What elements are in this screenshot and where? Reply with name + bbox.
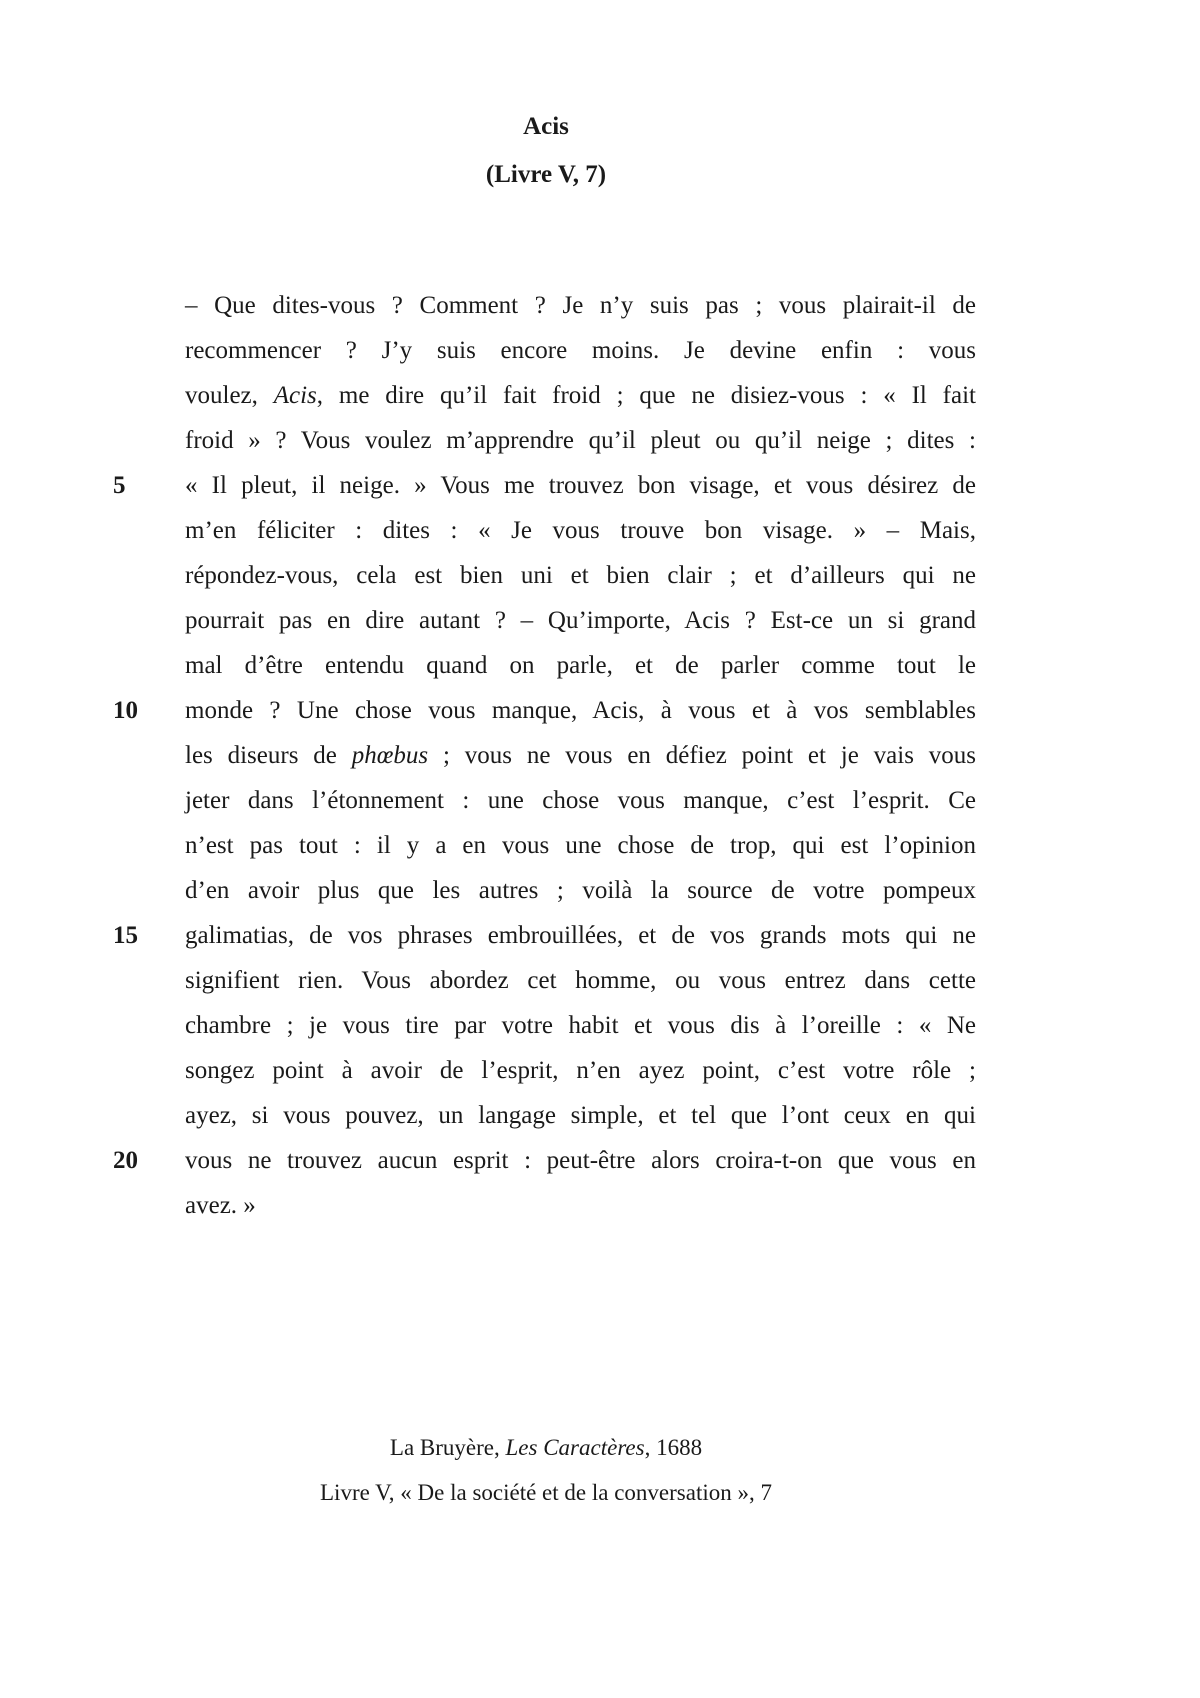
source-detail: Livre V, « De la société et de la conversation », 7	[320, 1480, 772, 1505]
text-line: m’en féliciter : dites : « Je vous trouve bon visage. » – Mais,	[185, 517, 976, 544]
text-line: ayez, si vous pouvez, un langage simple, et tel que l’ont ceux en qui	[185, 1102, 976, 1129]
text-line: n’est pas tout : il y a en vous une chose de trop, qui est l’opinion	[185, 832, 976, 859]
text-line: les diseurs de phœbus ; vous ne vous en défiez point et je vais vous	[185, 742, 976, 769]
line-number: 10	[113, 697, 138, 724]
text-line: monde ? Une chose vous manque, Acis, à vous et à vos semblables	[185, 697, 976, 724]
line-number: 15	[113, 922, 138, 949]
text-line: vous ne trouvez aucun esprit : peut-être alors croira-t-on que vous en	[185, 1147, 976, 1174]
text-line: « Il pleut, il neige. » Vous me trouvez bon visage, et vous désirez de	[185, 472, 976, 499]
text-line: songez point à avoir de l’esprit, n’en ayez point, c’est votre rôle ;	[185, 1057, 976, 1084]
text-line: signifient rien. Vous abordez cet homme, ou vous entrez dans cette	[185, 967, 976, 994]
line-number: 20	[113, 1147, 138, 1174]
line-number: 5	[113, 472, 126, 499]
text-line: pourrait pas en dire autant ? – Qu’importe, Acis ? Est-ce un si grand	[185, 607, 976, 634]
text-line: jeter dans l’étonnement : une chose vous manque, c’est l’esprit. Ce	[185, 787, 976, 814]
text-line: chambre ; je vous tire par votre habit et vous dis à l’oreille : « Ne	[185, 1012, 976, 1039]
text-line: froid » ? Vous voulez m’apprendre qu’il pleut ou qu’il neige ; dites :	[185, 427, 976, 454]
text-line: voulez, Acis, me dire qu’il fait froid ; que ne disiez-vous : « Il fait	[185, 382, 976, 409]
text-line: mal d’être entendu quand on parle, et de parler comme tout le	[185, 652, 976, 679]
document-subtitle: (Livre V, 7)	[485, 161, 607, 188]
text-line: répondez-vous, cela est bien uni et bien clair ; et d’ailleurs qui ne	[185, 562, 976, 589]
text-line: recommencer ? J’y suis encore moins. Je devine enfin : vous	[185, 337, 976, 364]
document-title: Acis	[523, 113, 569, 140]
source-citation: La Bruyère, Les Caractères, 1688	[389, 1435, 703, 1460]
text-line: avez. »	[185, 1192, 256, 1219]
text-line: galimatias, de vos phrases embrouillées, et de vos grands mots qui ne	[185, 922, 976, 949]
text-line: d’en avoir plus que les autres ; voilà la source de votre pompeux	[185, 877, 976, 904]
text-line: – Que dites-vous ? Comment ? Je n’y suis pas ; vous plairait-il de	[185, 292, 976, 319]
